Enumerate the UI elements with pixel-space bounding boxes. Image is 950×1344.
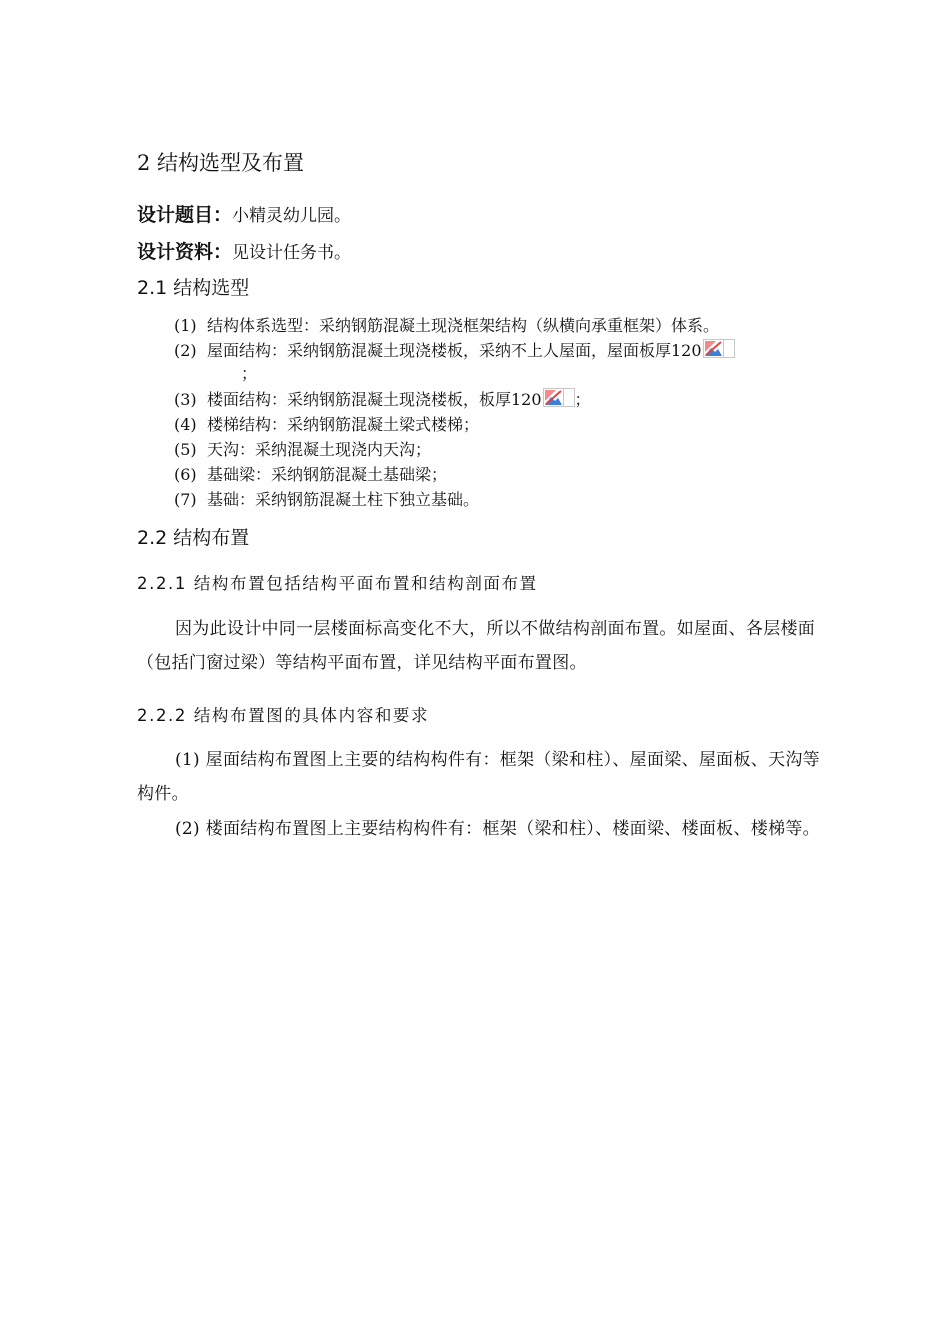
list-item-suffix: ； [574,390,591,409]
design-topic-row [137,200,351,227]
design-material-value: 见设计任务书。 [232,243,352,263]
list-item-text: 结构体系选型：采纳钢筋混凝土现浇框架结构（纵横向承重框架）体系。 [207,316,720,335]
list-item-text: 基础：采纳钢筋混凝土柱下独立基础。 [207,490,480,509]
list-item [174,387,591,410]
list-item-number: (2) [174,341,197,360]
design-topic-label: 设计题目： [137,204,233,226]
list-item [174,338,735,361]
section-heading-2-2: 2.2 结构布置 [137,527,250,549]
subsection-heading-2-2-1: 2.2.1 结构布置包括结构平面布置和结构剖面布置 [137,574,538,593]
section-heading-2-1: 2.1 结构选型 [137,277,250,299]
broken-image-icon [703,339,724,358]
list-item [174,437,431,460]
paragraph: (1) 屋面结构布置图上主要的结构构件有：框架（梁和柱）、屋面梁、屋面板、天沟等构件。 [137,750,820,804]
list-item-text: 天沟：采纳混凝土现浇内天沟； [207,440,432,459]
list-item-number: (3) [174,390,197,409]
list-item-number: (1) [174,316,197,335]
list-item-text: 楼梯结构：采纳钢筋混凝土梁式楼梯； [207,415,480,434]
paragraph: (2) 楼面结构布置图上主要结构构件有：框架（梁和柱）、楼面梁、楼面板、楼梯等。 [175,819,820,839]
design-material-row [137,237,351,264]
list-item-suffix: ； [241,364,258,383]
list-item-number: (6) [174,465,197,484]
list-item-text: 楼面结构：采纳钢筋混凝土现浇楼板，板厚120 [207,390,542,409]
design-material-label: 设计资料： [137,241,233,263]
list-item [174,487,479,510]
image-placeholder-frame [564,388,575,407]
list-item-text: 基础梁：采纳钢筋混凝土基础梁； [207,465,448,484]
list-item [174,462,447,485]
list-item [174,412,479,435]
subsection-heading-2-2-2: 2.2.2 结构布置图的具体内容和要求 [137,706,430,725]
list-item-number: (4) [174,415,197,434]
paragraph: 因为此设计中同一层楼面标高变化不大，所以不做结构剖面布置。如屋面、各层楼面（包括门窗过梁）等结构平面布置，详见结构平面布置图。 [137,619,816,673]
chapter-title: 2 结构选型及布置 [137,151,305,175]
list-item-number: (5) [174,440,197,459]
image-placeholder-frame [724,339,735,358]
list-item-text: 屋面结构：采纳钢筋混凝土现浇楼板，采纳不上人屋面，屋面板厚120 [207,341,702,360]
broken-image-icon [543,388,564,407]
design-topic-value: 小精灵幼儿园。 [232,206,352,226]
list-item [174,313,719,336]
list-item-number: (7) [174,490,197,509]
